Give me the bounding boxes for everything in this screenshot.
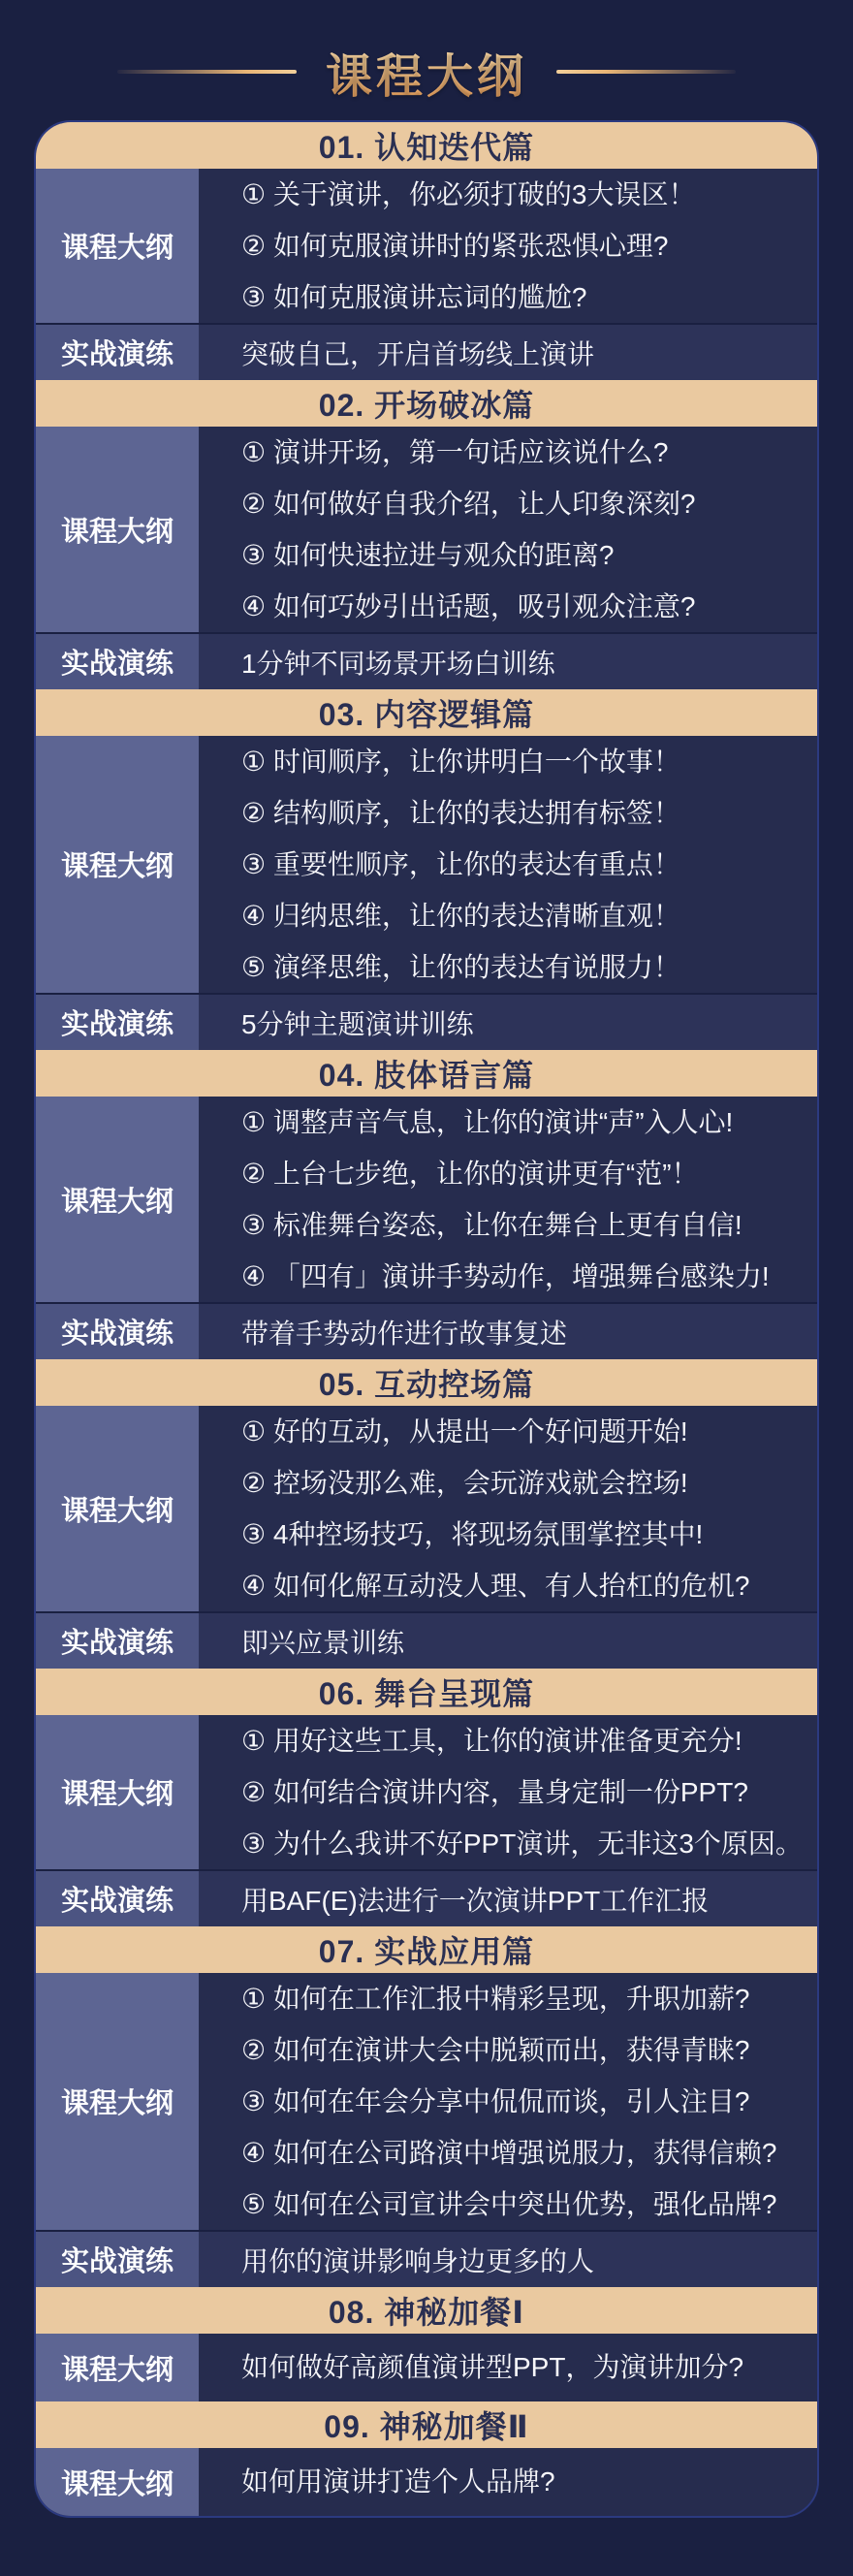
outline-item: ② 如何在演讲大会中脱颖而出，获得青睐? xyxy=(241,2035,750,2065)
row-label-outline: 课程大纲 xyxy=(36,1406,199,1611)
outline-item: ② 如何克服演讲时的紧张恐惧心理? xyxy=(241,231,669,261)
outline-item: ② 如何结合演讲内容，量身定制一份PPT? xyxy=(241,1777,748,1807)
row-label-practice: 实战演练 xyxy=(36,1871,199,1926)
outline-row xyxy=(36,736,817,993)
section-header: 06. 舞台呈现篇 xyxy=(36,1669,817,1715)
outline-item: ③ 重要性顺序，让你的表达有重点！ xyxy=(241,849,680,879)
section xyxy=(36,1050,817,1359)
row-label-practice: 实战演练 xyxy=(36,325,199,380)
outline-item: ④ 如何化解互动没人理、有人抬杠的危机? xyxy=(241,1571,750,1601)
practice-row xyxy=(36,323,817,380)
practice-content: 5分钟主题演讲训练 xyxy=(199,995,817,1050)
outline-items xyxy=(199,736,817,993)
practice-content: 带着手势动作进行故事复述 xyxy=(199,1304,817,1359)
outline-item: ① 关于演讲，你必须打破的3大误区！ xyxy=(241,179,696,209)
outline-item: ② 上台七步绝，让你的演讲更有“范”！ xyxy=(241,1159,699,1189)
section xyxy=(36,1926,817,2287)
row-label-outline: 课程大纲 xyxy=(36,1973,199,2230)
section xyxy=(36,122,817,380)
outline-row xyxy=(36,1097,817,1302)
outline-row xyxy=(36,1715,817,1869)
outline-items xyxy=(199,2448,817,2516)
outline-row xyxy=(36,1406,817,1611)
outline-item: ① 用好这些工具，让你的演讲准备更充分! xyxy=(241,1726,742,1756)
page-title-bar xyxy=(0,43,853,101)
practice-row xyxy=(36,1302,817,1359)
outline-items xyxy=(199,1097,817,1302)
outline-item: ④ 如何巧妙引出话题，吸引观众注意? xyxy=(241,591,696,621)
row-label-outline: 课程大纲 xyxy=(36,2334,199,2401)
practice-row xyxy=(36,2230,817,2287)
outline-item: ② 控场没那么难，会玩游戏就会控场! xyxy=(241,1468,688,1498)
practice-row xyxy=(36,1611,817,1669)
outline-row xyxy=(36,1973,817,2230)
practice-content: 用BAF(E)法进行一次演讲PPT工作汇报 xyxy=(199,1871,817,1926)
row-label-outline: 课程大纲 xyxy=(36,736,199,993)
row-label-practice: 实战演练 xyxy=(36,634,199,689)
section-header: 08. 神秘加餐Ⅰ xyxy=(36,2287,817,2334)
outline-items xyxy=(199,2334,817,2401)
row-label-practice: 实战演练 xyxy=(36,1613,199,1669)
section xyxy=(36,1359,817,1669)
row-label-outline: 课程大纲 xyxy=(36,427,199,632)
section-header: 03. 内容逻辑篇 xyxy=(36,689,817,736)
outline-item: ② 如何做好自我介绍，让人印象深刻? xyxy=(241,489,696,519)
row-label-outline: 课程大纲 xyxy=(36,1097,199,1302)
section xyxy=(36,689,817,1050)
outline-item: ① 演讲开场，第一句话应该说什么? xyxy=(241,437,669,467)
outline-item: ① 时间顺序，让你讲明白一个故事！ xyxy=(241,747,680,777)
outline-item: ③ 4种控场技巧，将现场氛围掌控其中! xyxy=(241,1519,704,1549)
section xyxy=(36,380,817,689)
practice-content: 用你的演讲影响身边更多的人 xyxy=(199,2232,817,2287)
row-label-practice: 实战演练 xyxy=(36,1304,199,1359)
outline-items xyxy=(199,1406,817,1611)
row-label-practice: 实战演练 xyxy=(36,2232,199,2287)
outline-item: ③ 为什么我讲不好PPT演讲，无非这3个原因。 xyxy=(241,1829,803,1859)
outline-item: ② 结构顺序，让你的表达拥有标签！ xyxy=(241,798,680,828)
section-header: 04. 肢体语言篇 xyxy=(36,1050,817,1097)
outline-items xyxy=(199,1715,818,1869)
row-label-outline: 课程大纲 xyxy=(36,2448,199,2516)
section-header: 02. 开场破冰篇 xyxy=(36,380,817,427)
title-decoration-line-right xyxy=(556,70,736,74)
row-label-outline: 课程大纲 xyxy=(36,1715,199,1869)
outline-item: ④ 归纳思维，让你的表达清晰直观！ xyxy=(241,901,680,931)
section-header: 07. 实战应用篇 xyxy=(36,1926,817,1973)
outline-item: 如何用演讲打造个人品牌? xyxy=(241,2466,555,2496)
outline-items xyxy=(199,427,817,632)
section-header: 01. 认知迭代篇 xyxy=(36,122,817,169)
outline-item: ⑤ 演绎思维，让你的表达有说服力！ xyxy=(241,952,680,982)
practice-row xyxy=(36,993,817,1050)
practice-content: 即兴应景训练 xyxy=(199,1613,817,1669)
outline-item: ① 调整声音气息，让你的演讲“声”入人心! xyxy=(241,1107,734,1137)
practice-content: 突破自己，开启首场线上演讲 xyxy=(199,325,817,380)
outline-row xyxy=(36,169,817,323)
outline-item: ⑤ 如何在公司宣讲会中突出优势，强化品牌? xyxy=(241,2189,777,2219)
outline-item: ③ 如何快速拉进与观众的距离? xyxy=(241,540,615,570)
page-title: 课程大纲 xyxy=(326,39,527,106)
outline-row xyxy=(36,2334,817,2401)
outline-item: ③ 如何在年会分享中侃侃而谈，引人注目? xyxy=(241,2086,750,2116)
outline-row xyxy=(36,2448,817,2516)
section-header: 09. 神秘加餐Ⅱ xyxy=(36,2401,817,2448)
section xyxy=(36,2287,817,2401)
outline-item: ① 如何在工作汇报中精彩呈现，升职加薪? xyxy=(241,1984,750,2014)
section-header: 05. 互动控场篇 xyxy=(36,1359,817,1406)
practice-row xyxy=(36,632,817,689)
practice-content: 1分钟不同场景开场白训练 xyxy=(199,634,817,689)
outline-items xyxy=(199,169,817,323)
outline-item: 如何做好高颜值演讲型PPT，为演讲加分? xyxy=(241,2352,744,2382)
outline-row xyxy=(36,427,817,632)
practice-row xyxy=(36,1869,817,1926)
section xyxy=(36,2401,817,2516)
row-label-outline: 课程大纲 xyxy=(36,169,199,323)
row-label-practice: 实战演练 xyxy=(36,995,199,1050)
outline-item: ③ 如何克服演讲忘词的尴尬? xyxy=(241,282,587,312)
course-card xyxy=(34,120,819,2518)
title-decoration-line-left xyxy=(117,70,297,74)
outline-item: ③ 标准舞台姿态，让你在舞台上更有自信! xyxy=(241,1210,742,1240)
outline-item: ① 好的互动，从提出一个好问题开始! xyxy=(241,1416,688,1447)
outline-item: ④ 如何在公司路演中增强说服力，获得信赖? xyxy=(241,2138,777,2168)
section xyxy=(36,1669,817,1926)
outline-item: ④ 「四有」演讲手势动作，增强舞台感染力! xyxy=(241,1261,770,1291)
outline-items xyxy=(199,1973,817,2230)
